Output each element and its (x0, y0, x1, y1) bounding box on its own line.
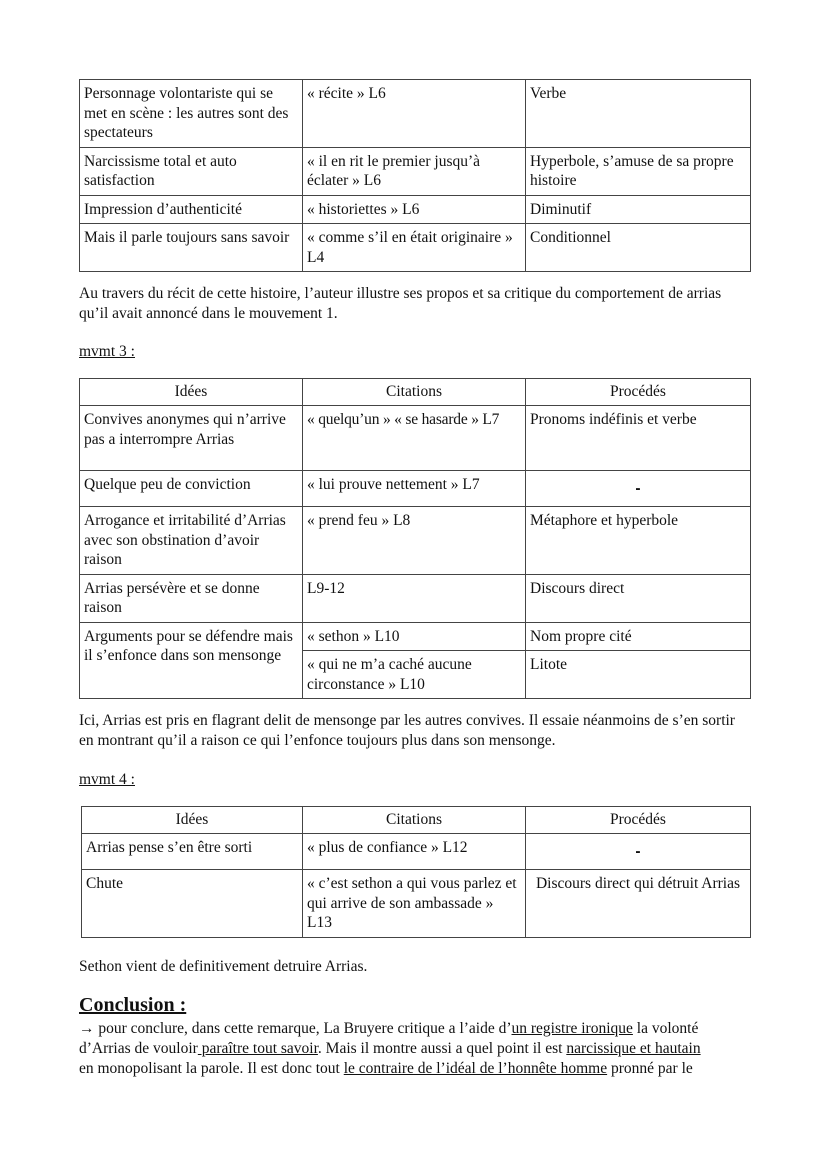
table-row (80, 147, 751, 195)
table-row (80, 471, 751, 507)
procede-cell: Conditionnel (526, 224, 751, 272)
table-row (80, 224, 751, 272)
paragraph-3: Sethon vient de definitivement detruire Arrias. (79, 958, 368, 975)
procede-cell: Hyperbole, s’amuse de sa propre histoire (526, 147, 751, 195)
header-procedes: Procédés (526, 379, 751, 406)
header-idees: Idées (80, 379, 303, 406)
table-row (80, 406, 751, 471)
idea-cell: Arguments pour se défendre mais il s’enfonce dans son mensonge (80, 622, 303, 699)
header-procedes: Procédés (526, 807, 751, 834)
citation-cell: « il en rit le premier jusqu’à éclater » L6 (303, 147, 526, 195)
underlined-phrase: paraître tout savoir (197, 1040, 318, 1057)
table-row (82, 834, 751, 870)
conclusion-title: Conclusion : (79, 994, 187, 1016)
table-row (80, 622, 751, 651)
arrow-icon: → (79, 1020, 95, 1037)
procede-cell (526, 834, 751, 870)
mvmt-3-title: mvmt 3 : (79, 343, 135, 360)
citation-cell: « qui ne m’a caché aucune circonstance » L10 (303, 651, 526, 699)
idea-cell: Arrias pense s’en être sorti (82, 834, 303, 870)
mvmt-4-title: mvmt 4 : (79, 771, 135, 788)
conclusion-text: d’Arrias de vouloir (79, 1040, 198, 1057)
citation-cell: L9-12 (303, 574, 526, 622)
procede-cell: Diminutif (526, 195, 751, 224)
idea-cell: Personnage volontariste qui se met en scène : les autres sont des spectateurs (80, 80, 303, 148)
idea-cell: Narcissisme total et auto satisfaction (80, 147, 303, 195)
citation-cell: « prend feu » L8 (303, 507, 526, 575)
conclusion-paragraph (79, 1019, 755, 1079)
conclusion-text: . Mais il montre aussi a quel point il est (317, 1040, 567, 1057)
table-row (80, 507, 751, 575)
table-row (80, 80, 751, 148)
header-citations: Citations (303, 807, 526, 834)
conclusion-line-2 (79, 1039, 755, 1059)
conclusion-text: pour conclure, dans cette remarque, La Bruyere critique a l’aide d’ (94, 1020, 512, 1037)
table-header-row (82, 807, 751, 834)
procede-cell: Pronoms indéfinis et verbe (526, 406, 751, 471)
procede-cell: Métaphore et hyperbole (526, 507, 751, 575)
table-row (80, 574, 751, 622)
idea-cell: Arrogance et irritabilité d’Arrias avec son obstination d’avoir raison (80, 507, 303, 575)
procede-cell (526, 471, 751, 507)
table-mvmt-4 (81, 806, 751, 938)
citation-cell: « plus de confiance » L12 (303, 834, 526, 870)
procede-cell: Nom propre cité (526, 622, 751, 651)
paragraph-2: Ici, Arrias est pris en flagrant delit de mensonge par les autres convives. Il essaie néanmoins de s’en sortir en montrant qu’il a raison ce qui l’enfonce toujours plus dans son mensonge. (79, 712, 735, 749)
conclusion-text: en monopolisant la parole. Il est donc tout (79, 1060, 344, 1077)
underlined-phrase: le contraire de l’idéal de l’honnête homme (343, 1060, 608, 1077)
idea-cell: Convives anonymes qui n’arrive pas a interrompre Arrias (80, 406, 303, 471)
idea-cell: Quelque peu de conviction (80, 471, 303, 507)
dash-mark: - (635, 480, 641, 497)
table-mvmt-3 (79, 378, 751, 699)
citation-cell: « c’est sethon a qui vous parlez et qui arrive de son ambassade » L13 (303, 870, 526, 938)
citation-cell: « comme s’il en était originaire » L4 (303, 224, 526, 272)
procede-cell: Verbe (526, 80, 751, 148)
header-citations: Citations (303, 379, 526, 406)
citation-cell: « historiettes » L6 (303, 195, 526, 224)
table-mvmt-2 (79, 79, 751, 272)
citation-cell: « lui prouve nettement » L7 (303, 471, 526, 507)
citation-text: « quelqu’un » « se hasarde » L7 (307, 411, 500, 428)
procede-cell: Discours direct (526, 574, 751, 622)
citation-cell (303, 406, 526, 471)
underlined-phrase: narcissique et hautain (566, 1040, 701, 1057)
underlined-phrase: un registre ironique (511, 1020, 633, 1037)
conclusion-text: pronné par le (607, 1060, 693, 1077)
citation-cell: « récite » L6 (303, 80, 526, 148)
idea-cell: Arrias persévère et se donne raison (80, 574, 303, 622)
conclusion-line-1 (79, 1019, 755, 1039)
paragraph-1: Au travers du récit de cette histoire, l’auteur illustre ses propos et sa critique du comportement de arrias qu’il avait annoncé dans le mouvement 1. (79, 285, 722, 322)
table-row (80, 195, 751, 224)
conclusion-line-3 (79, 1059, 755, 1079)
header-idees: Idées (82, 807, 303, 834)
idea-cell: Chute (82, 870, 303, 938)
procede-cell: Litote (526, 651, 751, 699)
table-header-row (80, 379, 751, 406)
conclusion-text: la volonté (632, 1020, 699, 1037)
dash-mark: - (635, 843, 641, 860)
idea-cell: Mais il parle toujours sans savoir (80, 224, 303, 272)
table-row (82, 870, 751, 938)
idea-cell: Impression d’authenticité (80, 195, 303, 224)
citation-cell: « sethon » L10 (303, 622, 526, 651)
procede-cell: Discours direct qui détruit Arrias (526, 870, 751, 938)
